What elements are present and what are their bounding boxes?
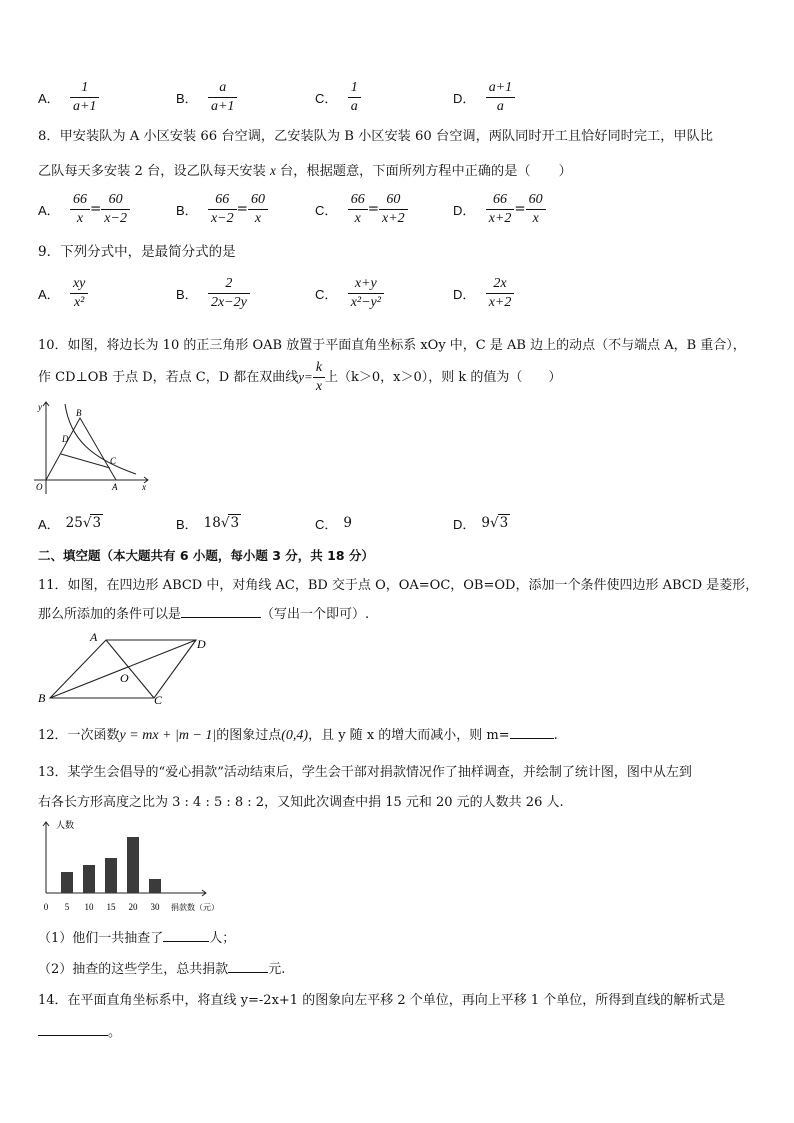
q8-option-d[interactable]: D． $\frac{66}{x+2}$ = $\frac{60}{x}$ — [453, 192, 546, 227]
bar-5 — [61, 872, 73, 893]
q9-option-d[interactable]: D． $\frac{2x}{x+2}$ — [453, 276, 514, 311]
bar-15 — [105, 858, 117, 893]
hyperbola-fraction: $\frac{k}{x}$ — [313, 360, 325, 395]
bar-20 — [127, 837, 139, 893]
q13-stem-line1: 13．某学生会倡导的“爱心捐款”活动结束后，学生会干部对捐款情况作了抽样调查，并绘制了统计图，图中从左到 — [38, 765, 692, 780]
label-x: x — [142, 482, 146, 492]
tick-label-5: 5 — [64, 902, 70, 912]
q12-point: (0,4) — [281, 728, 309, 743]
q14-answer-blank[interactable] — [38, 1023, 108, 1036]
q11-figure — [34, 628, 219, 706]
fraction: $\frac{a+1}{a}$ — [486, 80, 515, 115]
q13-stem-line2: 右各长方形高度之比为 3 : 4 : 5 : 8 : 2，又知此次调查中捐 15 元和 20 元的人数共 26 人. — [38, 795, 564, 810]
label-a: A — [90, 630, 98, 644]
tick-label-10: 10 — [84, 902, 94, 912]
q8-stem-line2: 乙队每天多安装 2 台，设乙队每天安装 x 台，根据题意，下面所列方程中正确的是（ ） — [38, 163, 572, 179]
q13-sub2: （2）抽查的这些学生，总共捐款 元. — [38, 962, 286, 977]
bars — [61, 837, 161, 912]
label-o: O — [36, 482, 43, 492]
q14-stem-line1: 14．在平面直角坐标系中，将直线 y=-2x+1 的图象向左平移 2 个单位，再向上平移 1 个单位，所得到直线的解析式是 — [38, 993, 726, 1008]
q9-option-a[interactable]: A． $\frac{xy}{\text{x²}}$ — [38, 276, 88, 311]
q9-stem: 9．下列分式中，是最简分式的是 — [38, 244, 236, 260]
label-d: D — [62, 434, 69, 444]
q14-stem-line2: 。 — [38, 1021, 121, 1040]
q10-option-b[interactable]: B． 18√3 — [176, 515, 240, 532]
label-d: D — [197, 637, 206, 651]
q13-sub1: （1）他们一共抽查了 人； — [38, 931, 236, 946]
q11-stem-line2: 那么所添加的条件可以是 （写出一个即可）. — [38, 607, 370, 622]
q10-option-c[interactable]: C． 9 — [315, 515, 352, 532]
q11-stem-line1: 11．如图，在四边形 ABCD 中，对角线 AC，BD 交于点 O，OA=OC，OB=OD，添加一个条件使四边形 ABCD 是菱形， — [38, 578, 759, 593]
q12-answer-blank[interactable] — [510, 726, 554, 739]
q9-option-c[interactable]: C． $\frac{x+y}{\text{x²−y²}}$ — [315, 276, 384, 311]
fraction: $\frac{1}{a+1}$ — [70, 80, 99, 115]
x-axis-label: 捐款数（元） — [171, 903, 219, 912]
q8-stem-line1: 8．甲安装队为 A 小区安装 66 台空调，乙安装队为 B 小区安装 60 台空调，两队同时开工且恰好同时完工，甲队比 — [38, 129, 713, 144]
q13-sub1-blank[interactable] — [163, 929, 209, 942]
q7-option-a[interactable] — [38, 80, 99, 115]
label-c: C — [154, 693, 163, 706]
q13-sub2-blank[interactable] — [228, 960, 268, 973]
label-y: y — [38, 402, 42, 412]
q8-option-a[interactable]: A． $\frac{66}{x}$ = $\frac{60}{x-2}$ — [38, 192, 130, 227]
label-b: B — [38, 691, 46, 705]
bar-30 — [149, 879, 161, 893]
origin-label: 0 — [43, 902, 49, 912]
label-o: O — [120, 671, 129, 685]
label-a: A — [112, 482, 118, 492]
fraction: $\frac{1}{a}$ — [348, 80, 361, 115]
q12-function: y = mx + |m − 1| — [119, 728, 217, 743]
fraction: $\frac{a}{a+1}$ — [208, 80, 237, 115]
q10-stem-line1: 10．如图，将边长为 10 的正三角形 OAB 放置于平面直角坐标系 xOy 中，C 是 AB 边上的动点（不与端点 A，B 重合）， — [38, 338, 746, 353]
q10-stem-line2: 作 CD⊥OB 于点 D，若点 C，D 都在双曲线y= $\frac{k}{x}$ 上（k＞0，x＞0），则 k 的值为（ ） — [38, 360, 562, 394]
q7-option-d[interactable] — [453, 80, 515, 115]
q7-option-c[interactable] — [315, 80, 361, 115]
q10-option-d[interactable]: D． 9√3 — [453, 515, 509, 532]
tick-label-20: 20 — [128, 902, 138, 912]
option-label: C． — [315, 91, 338, 106]
q10-option-a[interactable]: A． 25√3 — [38, 515, 102, 532]
q11-answer-blank[interactable] — [181, 605, 261, 618]
q8-option-b[interactable]: B． $\frac{66}{x-2}$ = $\frac{60}{x}$ — [176, 192, 268, 227]
q13-bar-chart — [34, 816, 239, 916]
diagonal-bd — [50, 640, 196, 698]
q9-option-b[interactable]: B． $\frac{2}{2x-2y}$ — [176, 276, 250, 311]
bar-10 — [83, 865, 95, 893]
diagonal-ac — [106, 640, 154, 698]
q7-option-b[interactable] — [176, 80, 237, 115]
section-2-heading: 二、填空题（本大题共有 6 小题，每小题 3 分，共 18 分） — [38, 548, 374, 563]
triangle-oab — [46, 418, 116, 480]
label-b: B — [76, 408, 82, 418]
tick-label-15: 15 — [106, 902, 116, 912]
q12-stem: 12．一次函数y = mx + |m − 1|的图象过点(0,4)，且 y 随 x 的增大而减小，则 m= . — [38, 728, 558, 743]
y-axis-label: 人数 — [56, 820, 75, 830]
label-c: C — [110, 456, 117, 466]
q8-option-c[interactable]: C． $\frac{66}{x}$ = $\frac{60}{x+2}$ — [315, 192, 408, 227]
q10-figure — [30, 398, 155, 498]
option-label: D． — [453, 91, 476, 106]
option-label: B． — [176, 91, 198, 106]
tick-label-30: 30 — [150, 902, 160, 912]
option-label: A． — [38, 91, 60, 106]
